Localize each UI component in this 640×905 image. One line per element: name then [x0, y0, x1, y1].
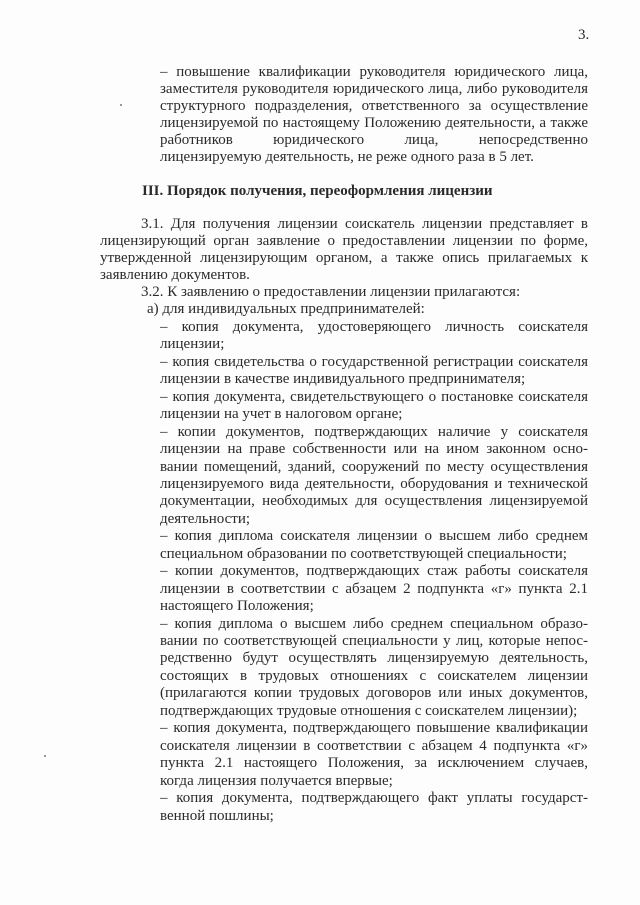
- document-list-item-line: лицензируемого вида деятельности, оборудования и технической: [160, 475, 588, 492]
- document-list-item-line: – копии документов, подтверждающих стаж работы соискателя: [160, 563, 588, 580]
- section-heading: III. Порядок получения, переоформления лицензии: [142, 183, 493, 199]
- document-list-item-line: – копия документа, свидетельствующего о постановке соискателя: [160, 388, 588, 405]
- document-list-item-line: – копия диплома соискателя лицензии о высшем либо среднем: [160, 528, 588, 545]
- paragraph-3-1-line: заявлению документов.: [100, 267, 250, 283]
- document-list-item-line: – копии документов, подтверждающих наличие у соискателя: [160, 423, 588, 440]
- document-list-item-line: венной пошлины;: [160, 807, 274, 824]
- intro-item-line: лицензируемую деятельность, не реже одного раза в 5 лет.: [160, 148, 534, 165]
- paragraph-3-2: 3.2. К заявлению о предоставлении лицензии прилагаются:: [141, 284, 521, 300]
- intro-item-line: работников юридического лица, непосредственно: [160, 131, 588, 148]
- document-list-item-line: – копия документа, удостоверяющего личность соискателя: [160, 318, 588, 335]
- document-list-item-line: лицензии;: [160, 336, 225, 353]
- document-list-item-line: редственно будут осуществлять лицензируемую деятельность,: [160, 650, 588, 667]
- intro-item-line: структурного подразделения, ответственного за осуществление: [160, 97, 588, 114]
- document-list-item-line: вании помещений, зданий, сооружений по месту осуществления: [160, 458, 588, 475]
- document-list-item-line: – копия свидетельства о государственной регистрации соискателя: [160, 353, 588, 370]
- scan-speck: [120, 104, 122, 106]
- document-list-item-line: – копия документа, подтверждающего факт уплаты государст-: [160, 790, 588, 807]
- document-list-item-line: лицензии на праве собственности или на ином законном осно-: [160, 441, 588, 458]
- document-list-item-line: специальном образовании по соответствующей специальности;: [160, 545, 567, 562]
- scan-speck: [44, 755, 46, 757]
- paragraph-3-1-line: утвержденной лицензирующим органом, а также опись прилагаемых к: [100, 250, 588, 266]
- document-list-item-line: – копия диплома о высшем либо среднем специальном образо-: [160, 615, 588, 632]
- intro-item-line: заместителя руководителя юридического лица, либо руководителя: [160, 80, 588, 97]
- document-list-item-line: пункта 2.1 настоящего Положения, за исключением случаев,: [160, 755, 588, 772]
- intro-item-line: лицензируемой по настоящему Положению деятельности, а также: [160, 114, 588, 131]
- document-list-item-line: соискателя лицензии в соответствии с абзацем 4 подпункта «г»: [160, 737, 588, 754]
- document-list-item-line: когда лицензия получается впервые;: [160, 772, 393, 789]
- document-list-item-line: документации, необходимых для осуществления лицензируемой: [160, 493, 588, 510]
- document-list-item-line: вании по соответствующей специальности у лиц, которые непос-: [160, 633, 588, 649]
- document-list-item-line: состоящих в трудовых отношениях с соискателем лицензии: [160, 667, 588, 684]
- document-list-item-line: настоящего Положения;: [160, 598, 314, 615]
- subitem-a-heading: а) для индивидуальных предпринимателей:: [147, 301, 425, 318]
- page-number: 3.: [578, 27, 590, 43]
- document-list-item-line: лицензии на учет в налоговом органе;: [160, 406, 403, 423]
- paragraph-3-1-line: 3.1. Для получения лицензии соискатель лицензии представляет в: [141, 216, 588, 232]
- document-list-item-line: лицензии в соответствии с абзацем 2 подпункта «г» пункта 2.1: [160, 580, 588, 597]
- document-list-item-line: подтверждающих трудовые отношения с соискателем лицензии);: [160, 702, 578, 719]
- paragraph-3-1-line: лицензирующий орган заявление о предоставлении лицензии по форме,: [100, 233, 588, 249]
- document-list-item-line: деятельности;: [160, 510, 251, 527]
- document-list-item-line: лицензии в качестве индивидуального предпринимателя;: [160, 371, 526, 388]
- document-list-item-line: (прилагаются копии трудовых договоров или иных документов,: [160, 685, 588, 702]
- intro-item-line: – повышение квалификации руководителя юридического лица,: [160, 64, 588, 80]
- document-list-item-line: – копия документа, подтверждающего повышение квалификации: [160, 720, 588, 737]
